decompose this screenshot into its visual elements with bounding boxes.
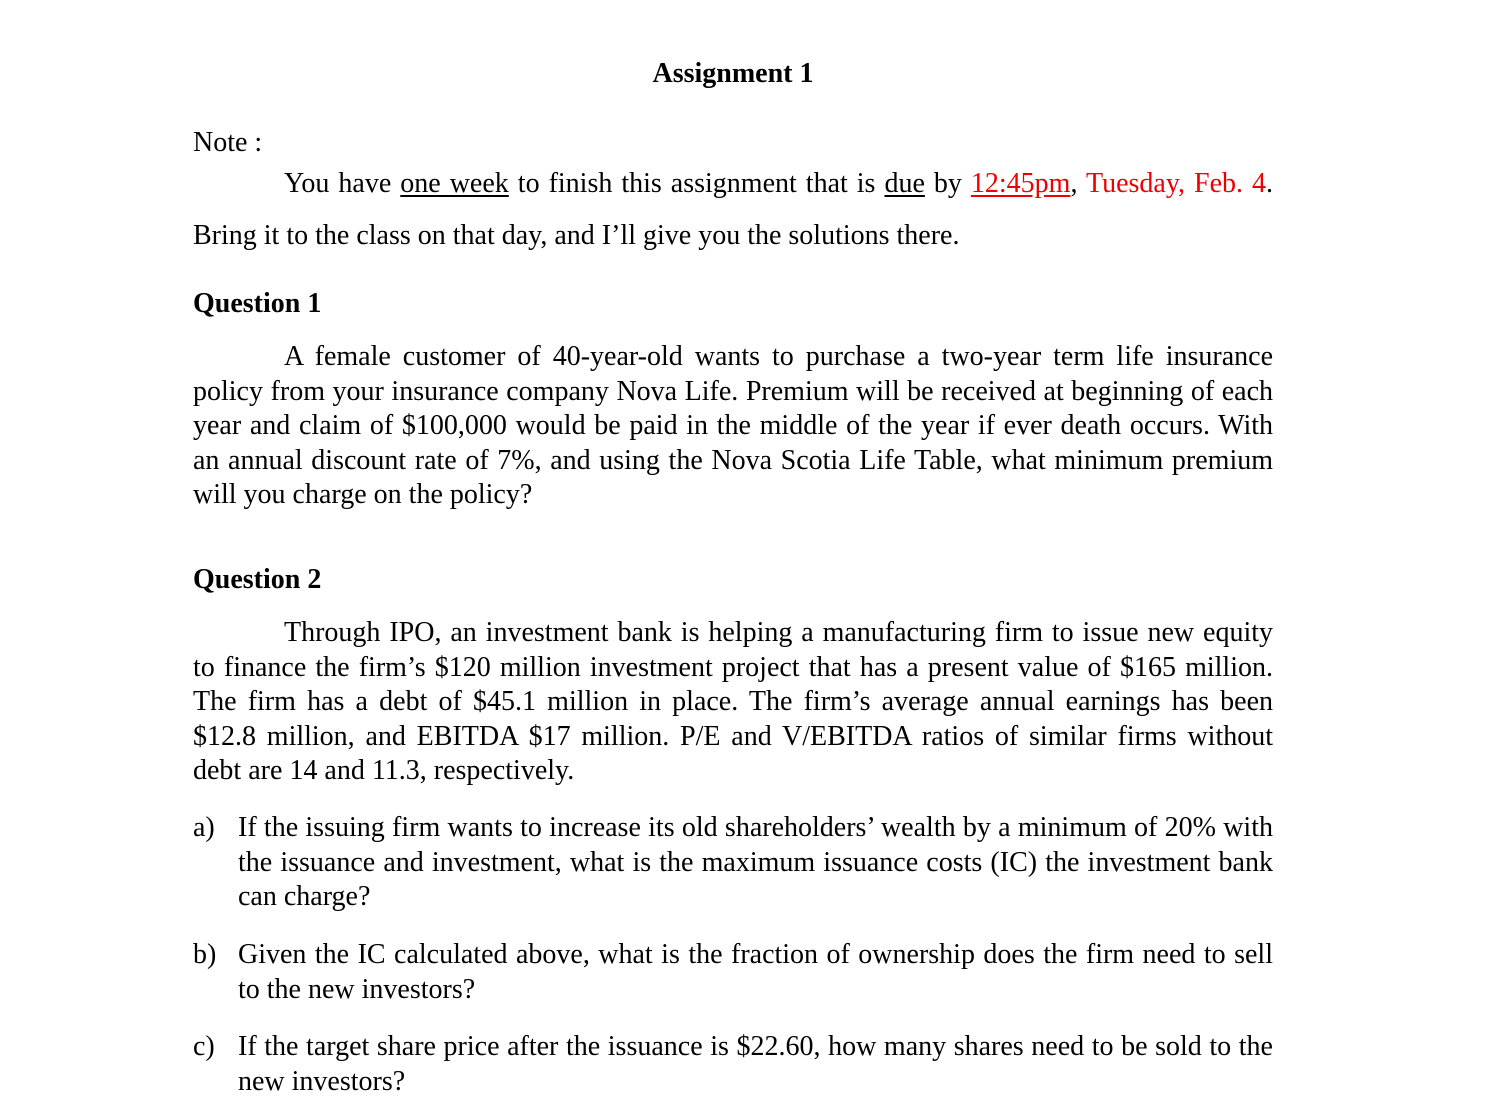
note-due-date: Feb. 4 [1194,168,1267,199]
question-1-heading: Question 1 [193,288,322,319]
question-2-body: Through IPO, an investment bank is helping a manufacturing firm to issue new equity to finance the firm’s $120 million investment project that has a present value of $165 million. The firm has a debt of $45.1 million in place. The firm’s average annual earnings has been $12.8 million, and EBITDA $17 million. P/E and V/EBITDA ratios of similar firms without debt are 14 and 11.3, respectively. [193,617,1273,786]
note-one-week: one week [400,168,509,199]
part-b-text: Given the IC calculated above, what is the fraction of ownership does the firm need to sell to the new investors? [238,939,1273,1005]
note-text-1: You have [284,168,401,199]
question-2-part-b [193,938,1273,1007]
part-c-label: c) [193,1031,215,1062]
note-due-time: 12:45pm [970,168,1071,199]
note-text-6: . Bring it to the class on that day, and I’ll give you the solutions there. [193,168,1274,251]
note-due: due [884,168,925,199]
note-due-day: Tuesday, [1085,168,1186,199]
note-text-3: by [924,168,971,199]
note-text-4: , [1070,168,1086,199]
document-title: Assignment 1 [652,58,814,89]
part-b-label: b) [193,939,217,970]
question-1-body: A female customer of 40-year-old wants to purchase a two-year term life insurance policy from your insurance company Nova Life. Premium will be received at beginning of each year and claim of $100,000 would be paid in the middle of the year if ever death occurs. With an annual discount rate of 7%, and using the Nova Scotia Life Table, what minimum premium will you charge on the policy? [193,341,1273,510]
note-text-5 [1185,168,1194,199]
question-2-heading: Question 2 [193,564,322,595]
part-a-label: a) [193,812,215,843]
question-2-part-a [193,811,1273,915]
note-paragraph [193,158,1273,262]
part-c-text: If the target share price after the issuance is $22.60, how many shares need to be sold to the new investors? [238,1031,1273,1097]
question-2-part-c [193,1030,1273,1099]
note-text-2: to finish this assignment that is [508,168,885,199]
note-label: Note : [193,127,263,158]
part-a-text: If the issuing firm wants to increase its old shareholders’ wealth by a minimum of 20% with the issuance and investment, what is the maximum issuance costs (IC) the investment bank can charge? [238,812,1273,912]
